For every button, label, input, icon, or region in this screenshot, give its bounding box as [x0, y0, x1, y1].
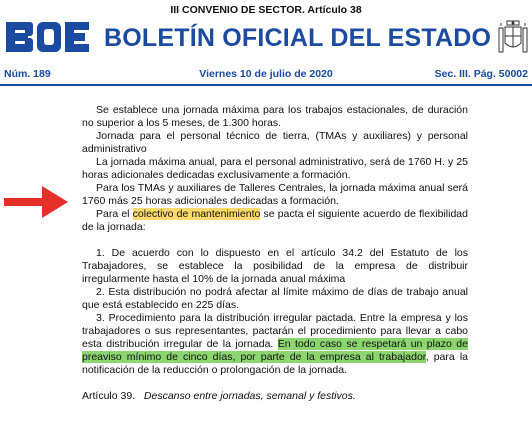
paragraph: Jornada para el personal técnico de tierra, (TMAs y auxiliares) y personal administrativo — [82, 130, 468, 155]
list-item: 1. De acuerdo con lo dispuesto en el artículo 34.2 del Estatuto de los Trabajadores, se establece la posibilidad de la empresa de distribuir irregularmente hasta el 10% de la jornada anual máxima — [82, 247, 468, 285]
issue-meta-bar — [0, 66, 532, 86]
boe-logo — [6, 20, 92, 54]
list-item-text: , para la notificación de la reducción o prolongación de la jornada. — [82, 351, 468, 376]
list-item — [82, 312, 468, 377]
article-title: Descanso entre jornadas, semanal y festivos. — [143, 390, 356, 402]
document-header-title: III CONVENIO DE SECTOR. Artículo 38 — [170, 4, 362, 16]
issue-date: Viernes 10 de julio de 2020 — [199, 68, 333, 80]
paragraph-text: se pacta el siguiente acuerdo de flexibilidad de la jornada: — [82, 208, 468, 233]
red-arrow-icon — [4, 184, 68, 220]
section-page: Sec. III. Pág. 50002 — [434, 68, 528, 80]
list-item: 2. Esta distribución no podrá afectar al límite máximo de días de trabajo anual que está establecido en 225 días. — [82, 286, 468, 311]
paragraph: Se establece una jornada máxima para los trabajos estacionales, de duración no superior a los 5 meses, de 1.300 horas. — [82, 104, 468, 129]
paragraph-text: Para el — [96, 208, 133, 220]
paragraph: Para los TMAs y auxiliares de Talleres Centrales, la jornada máxima anual será 1760 más 25 horas adicionales dedicadas a formación. — [82, 182, 468, 207]
document-body — [82, 104, 468, 403]
paragraph: La jornada máxima anual, para el personal administrativo, será de 1760 H. y 25 horas adicionales dedicadas exclusivamente a formación. — [82, 156, 468, 181]
coat-of-arms-icon — [498, 18, 528, 58]
issue-number: Núm. 189 — [4, 68, 51, 80]
list-item-text: 3. Procedimiento para la distribución irregular pactada. Entre la empresa y los trabajadores o sus representantes, pactarán el procedimiento para llevar a cabo esta distribución irregular de la jornada. — [82, 312, 468, 350]
gazette-title: BOLETÍN OFICIAL DEL ESTADO — [104, 24, 492, 52]
article-heading — [82, 390, 468, 403]
highlight-yellow: colectivo de mantenimiento — [132, 208, 261, 220]
highlight-green: En todo caso se respetará un plazo de preaviso mínimo de cinco días, por parte de la empresa al trabajador — [82, 338, 468, 363]
article-label: Artículo 39. — [82, 390, 136, 402]
paragraph-highlighted — [82, 208, 468, 234]
